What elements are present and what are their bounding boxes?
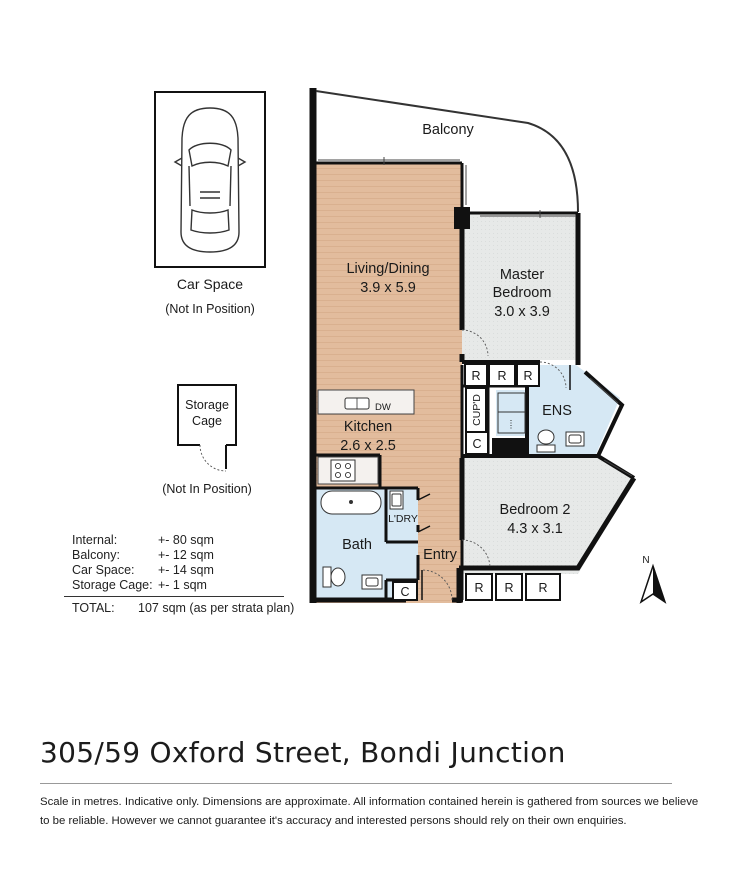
robe-label: R (474, 581, 484, 595)
north-label: N (642, 555, 650, 566)
storage-cage-note: (Not In Position) (162, 482, 252, 496)
entry-label: Entry (423, 547, 457, 563)
kitchen-label: Kitchen (343, 419, 393, 435)
bath-label: Bath (342, 537, 372, 553)
robe-label: R (538, 581, 548, 595)
address-divider (40, 783, 672, 784)
storage-cage (162, 385, 252, 496)
dishwasher-label: DW (375, 402, 391, 413)
cooktop (318, 457, 378, 484)
area-label: Storage Cage: (72, 578, 153, 592)
laundry-label: L'DRY (388, 513, 418, 525)
area-row-internal (72, 533, 214, 548)
area-label: Balcony: (72, 548, 120, 562)
cupboard-label: CUP'D (471, 394, 483, 426)
area-value: +- 12 sqm (158, 548, 214, 562)
car-space-title: Car Space (176, 276, 244, 292)
shower-icon (498, 393, 525, 433)
bedroom2-dimensions: 4.3 x 3.1 (507, 521, 563, 537)
kitchen-island (318, 390, 414, 414)
compass (641, 555, 665, 602)
area-value: +- 1 sqm (158, 578, 207, 592)
car-icon (175, 108, 245, 252)
column (454, 207, 470, 229)
balcony-label: Balcony (422, 122, 474, 138)
bath-toilet-icon (323, 567, 331, 587)
area-schedule (72, 533, 214, 593)
master-label-line1: Master (499, 267, 545, 283)
kitchen-dimensions: 2.6 x 2.5 (340, 438, 396, 454)
ensuite-dark-block (492, 438, 527, 456)
bedroom2-label: Bedroom 2 (499, 502, 571, 518)
living-dimensions: 3.9 x 5.9 (360, 280, 416, 296)
robe-label: R (497, 369, 507, 383)
total-value: 107 sqm (as per strata plan) (138, 601, 295, 615)
property-address: 305/59 Oxford Street, Bondi Junction (40, 736, 566, 769)
robe-label: R (504, 581, 514, 595)
area-row-balcony (72, 548, 214, 563)
living-label: Living/Dining (346, 261, 430, 277)
total-label: TOTAL: (72, 601, 115, 615)
storage-cage-label-line1: Storage (185, 398, 229, 412)
cooktop-icon (331, 460, 355, 481)
area-label: Internal: (72, 533, 118, 547)
master-label-line2: Bedroom (492, 285, 552, 301)
car-space-note: (Not In Position) (165, 302, 255, 316)
car-space-outline (155, 92, 265, 267)
total-divider (64, 596, 284, 597)
cupboard-c-label: C (400, 585, 410, 599)
storage-cage-label-line2: Cage (192, 414, 222, 428)
area-row-car-space (72, 563, 214, 578)
area-value: +- 14 sqm (158, 563, 214, 577)
robe-label: R (523, 369, 533, 383)
robe-label: R (471, 369, 481, 383)
ensuite-toilet-icon (537, 445, 555, 452)
master-dimensions: 3.0 x 3.9 (494, 304, 550, 320)
storage-cage-door-swing (200, 445, 226, 471)
area-label: Car Space: (72, 563, 135, 577)
cupboard-c-label: C (472, 437, 482, 451)
car-space (155, 92, 265, 316)
ensuite-label: ENS (542, 403, 572, 419)
area-row-storage-cage (72, 578, 214, 593)
area-value: +- 80 sqm (158, 533, 214, 547)
disclaimer-text: Scale in metres. Indicative only. Dimensions are approximate. All information contained herein is gathered from sources we believe to be reliable. However we cannot guarantee it's accuracy and interested persons should rely on their own enquiries. (40, 796, 699, 827)
total-area (72, 601, 294, 615)
